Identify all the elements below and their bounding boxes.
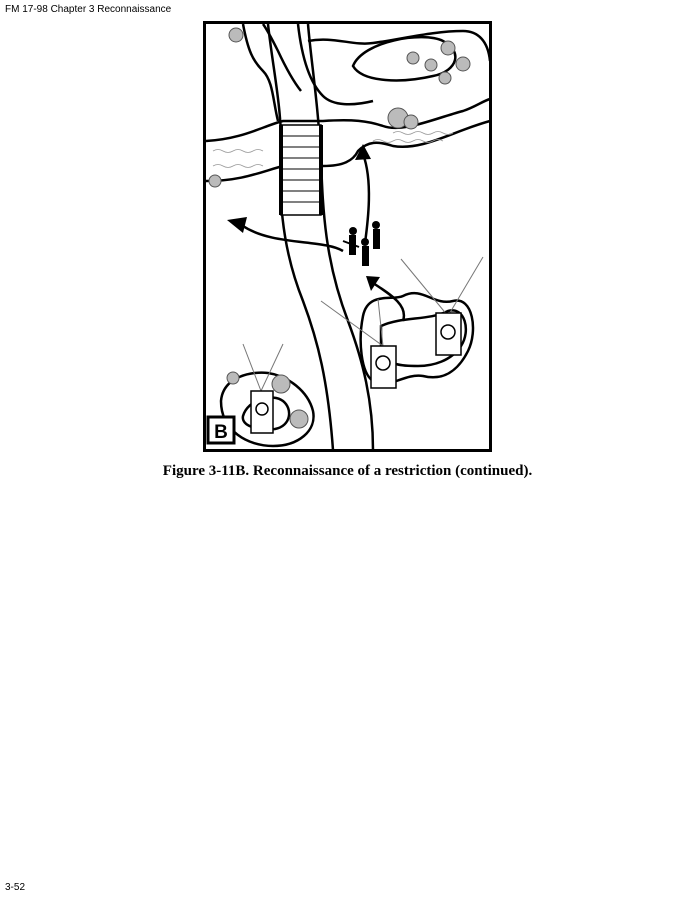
figure-caption: Figure 3-11B. Reconnaissance of a restriction (continued). [162,463,533,479]
reconnaissance-figure [203,21,492,452]
panel-label: B [214,422,228,443]
page-number: 3-52 [5,882,26,893]
running-header: FM 17-98 Chapter 3 Reconnaissance [5,4,172,15]
bridge [281,125,321,215]
